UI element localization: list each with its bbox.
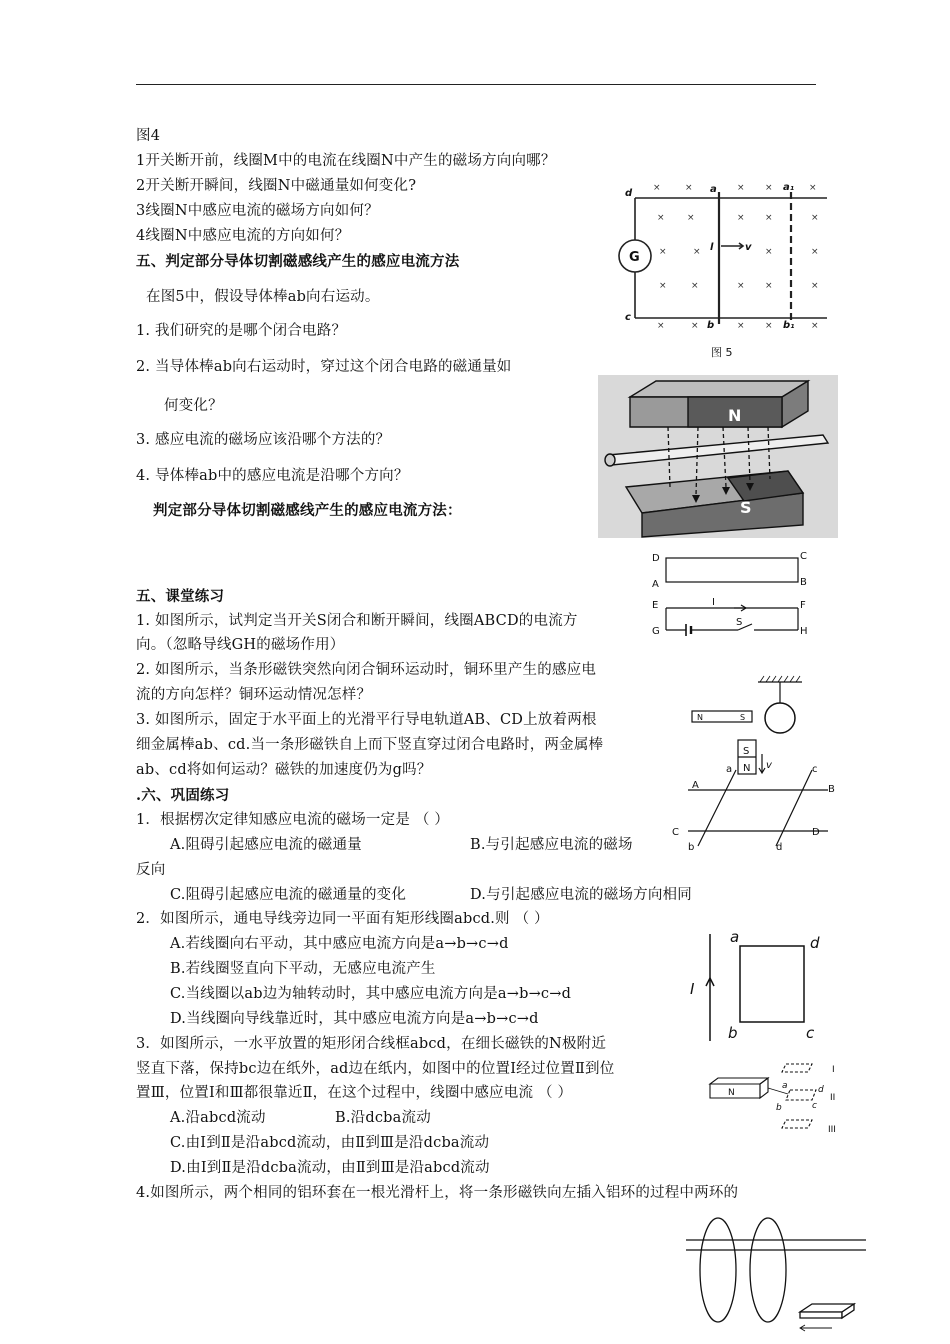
rails-label-D: D [812, 827, 820, 838]
section-5-heading: 五、判定部分导体切割磁感线产生的感应电流方法 [136, 253, 460, 270]
method-heading: 判定部分导体切割磁感线产生的感应电流方法： [153, 502, 462, 519]
consolidate-3-cont: 竖直下落，保持bc边在纸外，ad边在纸内，如图中的位置Ⅰ经过位置Ⅱ到位 [136, 1061, 615, 1077]
coil-label-A: A [652, 579, 659, 590]
rails-figure [672, 738, 835, 856]
fig4-label: 图4 [136, 128, 161, 144]
c1-option-c: C.阻碍引起感应电流的磁通量的变化 [170, 887, 407, 903]
rails-label-C: C [672, 827, 679, 838]
frame-label-d: d [818, 1085, 824, 1095]
rails-label-a: a [726, 764, 733, 775]
ring-magnet-n: N [697, 713, 703, 722]
svg-text:×: × [811, 247, 819, 257]
header-rule [136, 84, 816, 85]
coil-label-G: G [652, 626, 660, 637]
frame-magnet-n: N [728, 1088, 735, 1098]
photo-pole-s: S [740, 498, 752, 517]
question-2: 2开关断开瞬间，线圈N中磁通量如何变化? [136, 178, 417, 194]
svg-text:×: × [765, 321, 773, 331]
fig5-label-v: v [745, 242, 752, 253]
consolidate-3-cont2: 置Ⅲ，位置Ⅰ和Ⅲ都很靠近Ⅱ，在这个过程中，线圈中感应电流 （ ） [136, 1085, 573, 1101]
consolidate-1: 1．根据楞次定律知感应电流的磁场一定是 （ ） [136, 812, 450, 828]
coil-label-B: B [800, 577, 807, 588]
intro-text: 在图5中，假设导体棒ab向右运动。 [146, 289, 380, 305]
coil-circuit-figure [648, 548, 818, 643]
exercise-1: 1. 如图所示，试判定当开关S闭合和断开瞬间，线圈ABCD的电流方 [136, 613, 578, 629]
exercise-3-cont: 细金属棒ab、cd.当一条形磁铁自上而下竖直穿过闭合电路时，两金属棒 [136, 737, 604, 753]
frame-label-a: a [782, 1081, 788, 1091]
svg-text:×: × [657, 321, 665, 331]
rails-label-c: c [812, 764, 818, 775]
loop-label-c: c [806, 1024, 815, 1042]
exercise-2-cont: 流的方向怎样？铜环运动情况怎样？ [136, 687, 372, 703]
svg-text:×: × [765, 183, 773, 193]
position-3: III [828, 1125, 836, 1135]
question-3: 3线圈N中感应电流的磁场方向如何？ [136, 203, 379, 219]
c3-option-b: B.沿dcba流动 [335, 1110, 431, 1126]
svg-text:×: × [811, 321, 819, 331]
svg-text:×: × [687, 213, 695, 223]
coil-current-label: I [712, 597, 715, 608]
svg-text:×: × [809, 183, 817, 193]
loop-label-d: d [810, 934, 820, 952]
c2-option-c: C.当线圈以ab边为轴转动时，其中感应电流方向是a→b→c→d [170, 986, 572, 1002]
position-1: I [832, 1065, 835, 1075]
exercise-heading: 五、课堂练习 [136, 588, 225, 605]
exercise-3-cont2: ab、cd将如何运动？磁铁的加速度仍为g吗？ [136, 762, 432, 778]
coil-label-D: D [652, 553, 660, 564]
c3-option-d: D.由Ⅰ到Ⅱ是沿dcba流动，由Ⅱ到Ⅲ是沿abcd流动 [170, 1160, 490, 1176]
c1-option-d: D.与引起感应电流的磁场方向相同 [470, 887, 692, 903]
rails-velocity: v [766, 760, 772, 771]
section-6-heading: .六、巩固练习 [136, 787, 230, 804]
coil-label-H: H [800, 626, 808, 637]
prompt-4: 4. 导体棒ab中的感应电流是沿哪个方向？ [136, 468, 409, 484]
svg-text:×: × [693, 247, 701, 257]
rails-label-B: B [828, 784, 835, 795]
c2-option-a: A.若线圈向右平动，其中感应电流方向是a→b→c→d [170, 936, 509, 952]
consolidate-2: 2．如图所示，通电导线旁边同一平面有矩形线圈abcd.则 （ ） [136, 911, 549, 927]
fig5-label-a1: a₁ [783, 182, 795, 193]
svg-text:×: × [685, 183, 693, 193]
c1-option-a: A.阻碍引起感应电流的磁通量 [170, 837, 362, 853]
question-1: 1开关断开前，线圈M中的电流在线圈N中产生的磁场方向向哪？ [136, 153, 556, 169]
photo-pole-n: N [728, 406, 742, 425]
position-2: II [830, 1093, 836, 1103]
ring-magnet-figure [690, 672, 810, 744]
c1-option-b-cont: 反向 [136, 862, 166, 878]
svg-text:×: × [653, 183, 661, 193]
coil-label-C: C [800, 551, 807, 562]
consolidate-4: 4.如图所示，两个相同的铝环套在一根光滑杆上，将一条形磁铁向左插入铝环的过程中两环的 [136, 1185, 739, 1201]
fig5-label-b1: b₁ [783, 320, 795, 331]
loop-label-b: b [728, 1024, 738, 1042]
magnet-rod-figure [598, 375, 838, 538]
fig5-label-c: c [625, 312, 631, 323]
svg-text:×: × [811, 213, 819, 223]
wire-loop-figure [684, 926, 834, 1044]
prompt-1: 1. 我们研究的是哪个闭合电路？ [136, 323, 347, 339]
prompt-3: 3. 感应电流的磁场应该沿哪个方法的？ [136, 432, 391, 448]
prompt-2-cont: 何变化？ [164, 398, 223, 414]
c2-option-d: D.当线圈向导线靠近时，其中感应电流方向是a→b→c→d [170, 1011, 539, 1027]
ring-magnet-s: S [740, 713, 746, 722]
galvanometer-label: G [629, 250, 640, 265]
svg-text:×: × [691, 321, 699, 331]
frame-label-c: c [812, 1101, 817, 1111]
exercise-2: 2. 如图所示，当条形磁铁突然向闭合铜环运动时，铜环里产生的感应电 [136, 662, 597, 678]
magnet-frame-figure [706, 1058, 846, 1140]
rails-label-A: A [692, 780, 699, 791]
question-4: 4线圈N中感应电流的方向如何？ [136, 228, 350, 244]
coil-switch-label: S [736, 617, 743, 628]
loop-current-label: I [690, 980, 695, 998]
c2-option-b: B.若线圈竖直向下平动，无感应电流产生 [170, 961, 436, 977]
exercise-3: 3. 如图所示，固定于水平面上的光滑平行导电轨道AB、CD上放着两根 [136, 712, 597, 728]
svg-text:×: × [765, 281, 773, 291]
fig5-label-l: l [710, 242, 714, 253]
rails-magnet-s: S [743, 746, 750, 757]
svg-text:×: × [657, 213, 665, 223]
aluminum-rings-figure [682, 1208, 868, 1344]
fig5-label-b: b [707, 320, 715, 331]
fig5-label-a: a [710, 184, 717, 195]
fig5-caption: 图 5 [711, 346, 733, 359]
consolidate-3: 3．如图所示，一水平放置的矩形闭合线框abcd，在细长磁铁的N极附近 [136, 1036, 607, 1052]
svg-text:×: × [737, 281, 745, 291]
svg-text:×: × [737, 183, 745, 193]
svg-text:×: × [659, 247, 667, 257]
exercise-1-cont: 向。（忽略导线GH的磁场作用） [136, 637, 345, 653]
svg-text:×: × [811, 281, 819, 291]
svg-text:×: × [765, 247, 773, 257]
c1-option-b: B.与引起感应电流的磁场 [470, 837, 633, 853]
svg-text:×: × [691, 281, 699, 291]
c3-option-c: C.由Ⅰ到Ⅱ是沿abcd流动，由Ⅱ到Ⅲ是沿dcba流动 [170, 1135, 490, 1151]
prompt-2: 2. 当导体棒ab向右运动时，穿过这个闭合电路的磁通量如 [136, 359, 512, 375]
svg-text:×: × [765, 213, 773, 223]
svg-text:×: × [737, 213, 745, 223]
svg-text:×: × [737, 321, 745, 331]
rails-label-d: d [776, 842, 783, 853]
figure-5 [615, 178, 830, 363]
frame-label-b: b [776, 1103, 782, 1113]
coil-label-F: F [800, 600, 806, 611]
rails-label-b: b [688, 842, 695, 853]
c3-option-a: A.沿abcd流动 [170, 1110, 266, 1126]
svg-text:×: × [659, 281, 667, 291]
coil-label-E: E [652, 600, 659, 611]
loop-label-a: a [730, 928, 740, 946]
fig5-label-d: d [625, 188, 633, 199]
rails-magnet-n: N [743, 763, 751, 774]
